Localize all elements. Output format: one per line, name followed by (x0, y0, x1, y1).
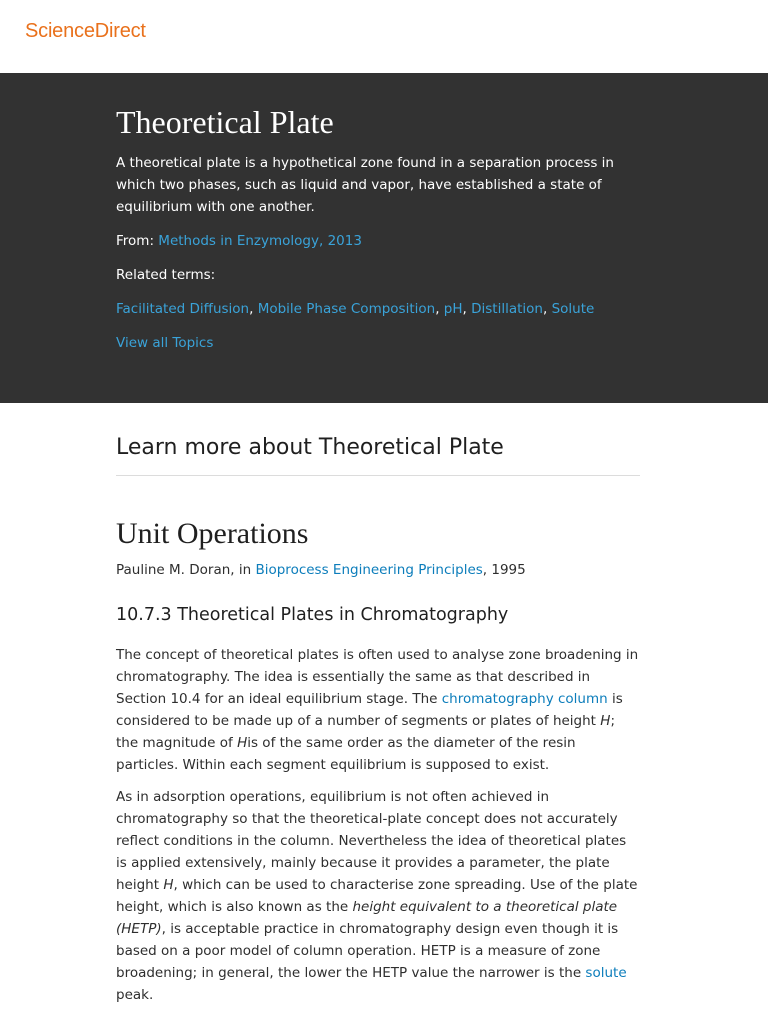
hetp-term: height equivalent to a theoretical plate (HETP) (116, 899, 618, 937)
solute-link[interactable]: solute (585, 965, 627, 981)
related-term-distillation[interactable]: Distillation (471, 301, 543, 318)
section-title: 10.7.3 Theoretical Plates in Chromatography (116, 605, 509, 625)
text-run: is of the same order as the diameter of the resin particles. Within each segment equilibrium is supposed to exist. (116, 735, 576, 773)
text-run: ; the magnitude of (116, 713, 615, 751)
sciencedirect-logo[interactable]: ScienceDirect (25, 20, 146, 42)
topic-hero (0, 73, 768, 403)
page-title: Theoretical Plate (116, 104, 334, 140)
view-all-row (116, 332, 768, 354)
topic-definition: A theoretical plate is a hypothetical zone found in a separation process in which two phases, such as liquid and vapor, have established a state of equilibrium with one another. (116, 155, 614, 216)
from-label: From: (116, 233, 154, 250)
related-term-facilitated-diffusion[interactable]: Facilitated Diffusion (116, 301, 250, 318)
term-separator: , (462, 301, 472, 318)
publication-year: , 1995 (482, 562, 526, 578)
term-separator: , (249, 301, 258, 318)
term-separator: , (435, 301, 444, 318)
source-row (116, 230, 768, 252)
related-term-ph[interactable]: pH (443, 301, 463, 318)
text-run: is considered to be made up of a number of segments or plates of height (116, 691, 623, 729)
related-terms-label: Related terms: (116, 267, 216, 284)
related-term-mobile-phase-composition[interactable]: Mobile Phase Composition (257, 301, 436, 318)
variable-h: H (237, 735, 248, 751)
text-run: , which can be used to characterise zone spreading. Use of the plate height, which is also known as the (116, 877, 638, 915)
term-separator: , (542, 301, 552, 318)
view-all-topics-link[interactable]: View all Topics (116, 335, 214, 352)
variable-h: H (600, 713, 611, 729)
book-title-link[interactable]: Bioprocess Engineering Principles (255, 562, 483, 578)
paragraph-2 (116, 786, 640, 1006)
variable-h: H (163, 877, 174, 893)
chromatography-column-link[interactable]: chromatography column (441, 691, 608, 707)
chapter-title: Unit Operations (116, 517, 309, 550)
learn-more-heading: Learn more about Theoretical Plate (116, 433, 640, 476)
top-bar (0, 0, 768, 73)
related-terms-list (116, 298, 768, 320)
related-term-solute[interactable]: Solute (551, 301, 595, 318)
text-run: , is acceptable practice in chromatography design even though it is based on a poor model of column operation. HETP is a measure of zone broadening; in general, the lower the HETP value the narrower is the (116, 921, 619, 981)
text-run: peak. (116, 987, 154, 1003)
text-run: As in adsorption operations, equilibrium is not often achieved in chromatography so that the theoretical-plate concept does not accurately reflect conditions in the column. Nevertheless the idea of theoretical plates is applied extensively, mainly because it provides a parameter, the plate height (116, 789, 627, 893)
main-content (0, 403, 640, 1006)
text-run: The concept of theoretical plates is often used to analyse zone broadening in chromatography. The idea is essentially the same as that described in Section 10.4 for an ideal equilibrium stage. The (116, 647, 639, 707)
source-link[interactable]: Methods in Enzymology, 2013 (158, 233, 362, 250)
paragraph-1 (116, 644, 640, 776)
article-byline (116, 560, 640, 580)
author-prefix: Pauline M. Doran, in (116, 562, 256, 578)
